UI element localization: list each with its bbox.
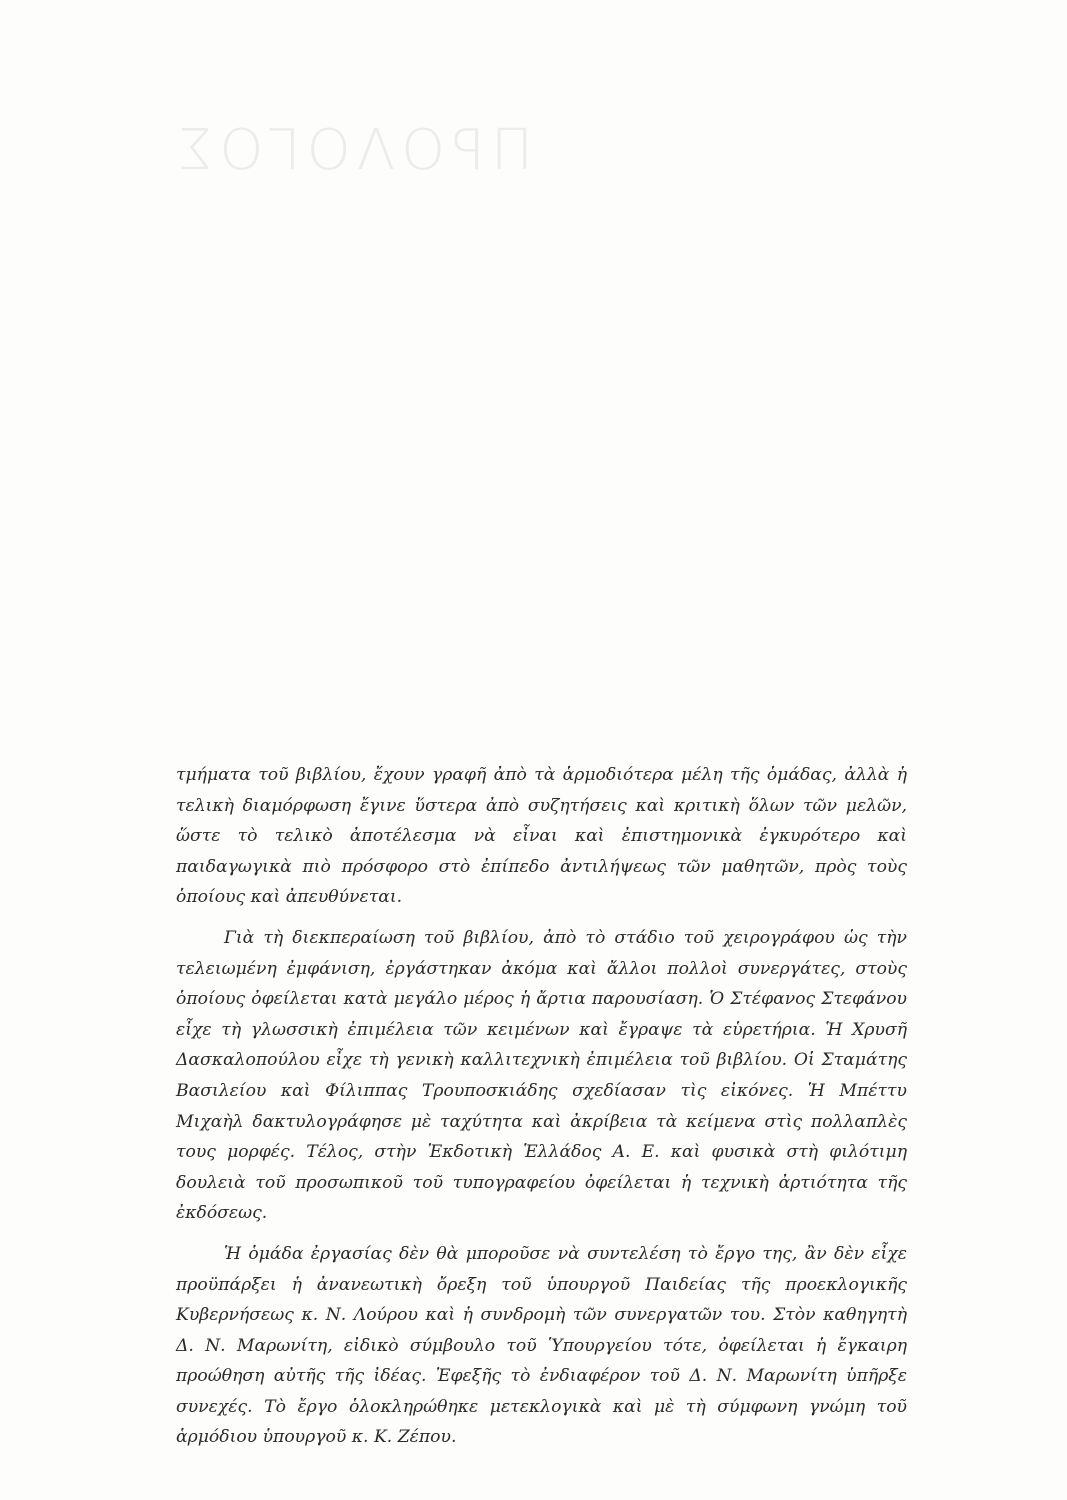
body-text bbox=[176, 760, 907, 1463]
paragraph-1: τμήματα τοῦ βιβλίου, ἔχουν γραφῆ ἀπὸ τὰ ἁρμοδιότερα μέλη τῆς ὁμάδας, ἀλλὰ ἡ τελικὴ διαμόρφωση ἔγινε ὕστερα ἀπὸ συζητήσεις καὶ κριτικὴ ὅλων τῶν μελῶν, ὥστε τὸ τελικὸ ἀποτέλεσμα νὰ εἶναι καὶ ἐπιστημονικὰ ἐγκυρότερο καὶ παιδαγωγικὰ πιὸ πρόσφορο στὸ ἐπίπεδο ἀντιλήψεως τῶν μαθητῶν, πρὸς τοὺς ὁποίους καὶ ἀπευθύνεται. bbox=[176, 765, 907, 908]
paragraph-2: Γιὰ τὴ διεκπεραίωση τοῦ βιβλίου, ἀπὸ τὸ στάδιο τοῦ χειρογράφου ὡς τὴν τελειωμένη ἐμφάνιση, ἐργάστηκαν ἀκόμα καὶ ἄλλοι πολλοὶ συνεργάτες, στοὺς ὁποίους ὀφείλεται κατὰ μεγάλο μέρος ἡ ἄρτια παρουσίαση. Ὁ Στέφανος Στεφάνου εἶχε τὴ γλωσσικὴ ἐπιμέλεια τῶν κειμένων καὶ ἔγραψε τὰ εὑρετήρια. Ἡ Χρυσῆ Δασκαλοπούλου εἶχε τὴ γενικὴ καλλιτεχνικὴ ἐπιμέλεια τοῦ βιβλίου. Οἱ Σταμάτης Βασιλείου καὶ Φίλιππας Τρουποσκιάδης σχεδίασαν τὶς εἰκόνες. Ἡ Μπέττυ Μιχαὴλ δακτυλογράφησε μὲ ταχύτητα καὶ ἀκρίβεια τὰ κείμενα στὶς πολλαπλὲς τους μορφές. Τέλος, στὴν Ἐκδοτικὴ Ἑλλάδος Α. Ε. καὶ φυσικὰ στὴ φιλότιμη δουλειὰ τοῦ προσωπικοῦ τοῦ τυπογραφείου ὀφείλεται ἡ τεχνικὴ ἀρτιότητα τῆς ἐκδόσεως. bbox=[176, 927, 907, 1224]
show-through-title: ΠΡΟΛΟΓΟΣ bbox=[172, 118, 534, 183]
paragraph-3: Ἡ ὁμάδα ἐργασίας δὲν θὰ μποροῦσε νὰ συντελέση τὸ ἔργο της, ἂν δὲν εἶχε προϋπάρξει ἡ ἀνανεωτικὴ ὄρεξη τοῦ ὑπουργοῦ Παιδείας τῆς προεκλογικῆς Κυβερνήσεως κ. Ν. Λούρου καὶ ἡ συνδρομὴ τῶν συνεργατῶν του. Στὸν καθηγητὴ Δ. Ν. Μαρωνίτη, εἰδικὸ σύμβουλο τοῦ Ὑπουργείου τότε, ὀφείλεται ἡ ἔγκαιρη προώθηση αὐτῆς τῆς ἰδέας. Ἐφεξῆς τὸ ἐνδιαφέρον τοῦ Δ. Ν. Μαρωνίτη ὑπῆρξε συνεχές. Τὸ ἔργο ὁλοκληρώθηκε μετεκλογικὰ καὶ μὲ τὴ σύμφωνη γνώμη τοῦ ἁρμόδιου ὑπουργοῦ κ. Κ. Ζέπου. bbox=[176, 1243, 907, 1448]
